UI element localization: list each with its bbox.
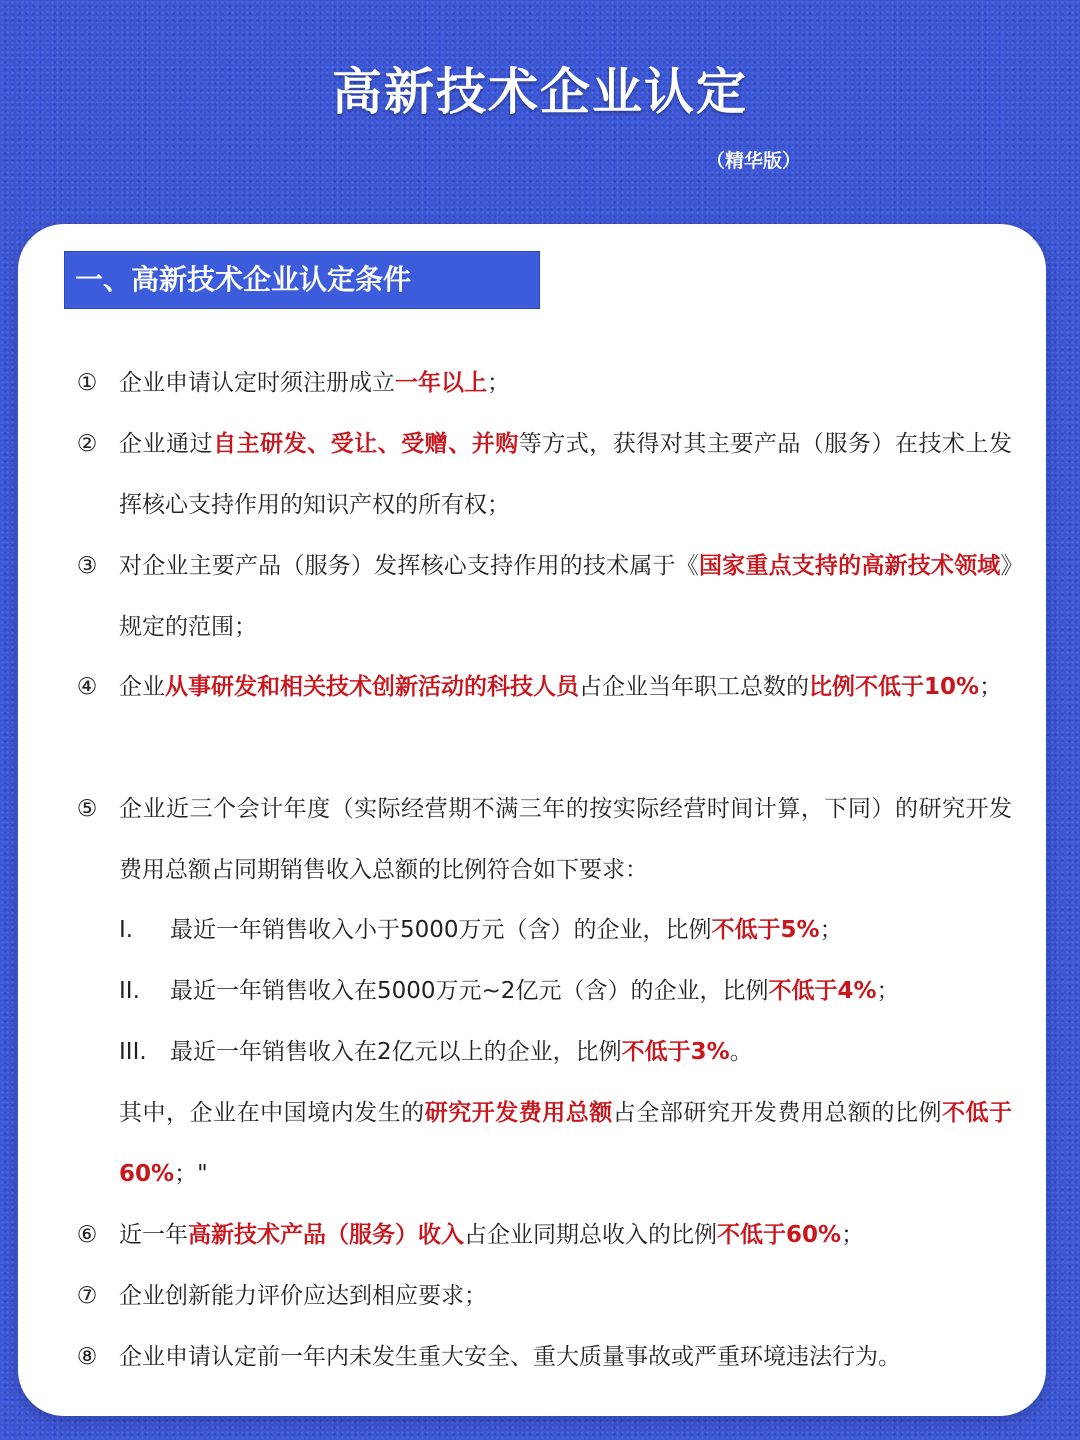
text-run: ； [819, 917, 843, 943]
text-run: 等方式，获得对其主要产品（服务）在技术上发挥核心支持作用的知识产权的所有权； [119, 431, 1013, 518]
text-run: 最近一年销售收入在5000万元~2亿元（含）的企业，比例 [170, 978, 769, 1004]
highlight-text: 高新技术产品（服务）收入 [188, 1222, 464, 1248]
text-run: 企业近三个会计年度（实际经营期不满三年的按实际经营时间计算，下同）的研究开发费用总额占同期销售收入总额的比例符合如下要求： [119, 796, 1012, 883]
item-text [119, 657, 1012, 718]
item-number: ④ [76, 674, 98, 700]
note-paragraph [119, 1083, 1012, 1205]
text-run: 企业通过 [119, 431, 214, 457]
roman-numeral: I. [119, 917, 134, 943]
roman-numeral: II. [119, 978, 140, 1004]
sub-item-text [170, 1022, 999, 1083]
list-item [72, 536, 1012, 658]
item-text [119, 1327, 1012, 1388]
item-number: ③ [76, 553, 98, 579]
item-text [119, 414, 1012, 536]
list-item [72, 1327, 1012, 1388]
text-run: ；" [174, 1161, 208, 1187]
text-run: 其中，企业在中国境内发生的 [119, 1100, 425, 1126]
text-run: 占企业同期总收入的比例 [464, 1222, 717, 1248]
sub-item-text [170, 961, 999, 1022]
item-number: ⑦ [76, 1283, 98, 1309]
text-run: 占全部研究开发费用总额的比例 [612, 1100, 942, 1126]
list-item [72, 1266, 1012, 1327]
text-run: 对企业主要产品（服务）发挥核心支持作用的技术属于《 [119, 553, 699, 579]
highlight-text: 不低于5% [711, 917, 820, 943]
text-run: 近一年 [119, 1222, 188, 1248]
highlight-text: 比例不低于10% [809, 674, 980, 700]
item-number: ① [76, 370, 98, 396]
text-run: 企业申请认定时须注册成立 [119, 370, 395, 396]
item-text [119, 536, 1012, 658]
item-number: ⑥ [76, 1222, 98, 1248]
text-run: 》规定的范围； [119, 553, 1013, 640]
list-item [72, 414, 1012, 536]
item-text [119, 353, 1012, 414]
highlight-text: 不低于60% [119, 1100, 1013, 1187]
highlight-text: 研究开发费用总额 [424, 1100, 613, 1126]
text-run: ； [487, 370, 510, 396]
text-run: 。 [729, 1039, 753, 1065]
list-item [72, 657, 1012, 718]
page-title: 高新技术企业认定 [332, 63, 748, 121]
text-run: ； [979, 674, 1003, 700]
sub-item-text [170, 900, 999, 961]
item-text [119, 1205, 1012, 1266]
highlight-text: 不低于60% [717, 1222, 842, 1248]
section-heading: 一、高新技术企业认定条件 [64, 251, 540, 309]
highlight-text: 从事研发和相关技术创新活动的科技人员 [165, 674, 579, 700]
text-run: 企业 [119, 674, 165, 700]
highlight-text: 国家重点支持的高新技术领域 [698, 553, 1001, 579]
text-run: 企业创新能力评价应达到相应要求； [119, 1283, 487, 1309]
text-run: 企业申请认定前一年内未发生重大安全、重大质量事故或严重环境违法行为。 [119, 1344, 901, 1370]
list-item [72, 779, 1012, 901]
sub-item [119, 961, 999, 1022]
item-text [119, 1266, 1012, 1327]
text-run: 最近一年销售收入小于5000万元（含）的企业，比例 [170, 917, 712, 943]
roman-numeral: III. [119, 1039, 147, 1065]
list-item [72, 1205, 1012, 1266]
text-run: 占企业当年职工总数的 [579, 674, 809, 700]
highlight-text: 自主研发、受让、受赠、并购 [213, 431, 519, 457]
item-number: ⑧ [76, 1344, 98, 1370]
page-subtitle: （精华版） [706, 150, 802, 172]
sub-item [119, 1022, 999, 1083]
item-text [119, 779, 1012, 901]
sub-item [119, 900, 999, 961]
highlight-text: 不低于4% [768, 978, 877, 1004]
text-run: 最近一年销售收入在2亿元以上的企业，比例 [170, 1039, 622, 1065]
text-run: ； [841, 1222, 865, 1248]
item-number: ② [76, 431, 98, 457]
text-run: ； [876, 978, 900, 1004]
list-item [72, 353, 1012, 414]
highlight-text: 不低于3% [621, 1039, 730, 1065]
highlight-text: 一年以上 [395, 370, 487, 396]
item-number: ⑤ [76, 796, 98, 822]
